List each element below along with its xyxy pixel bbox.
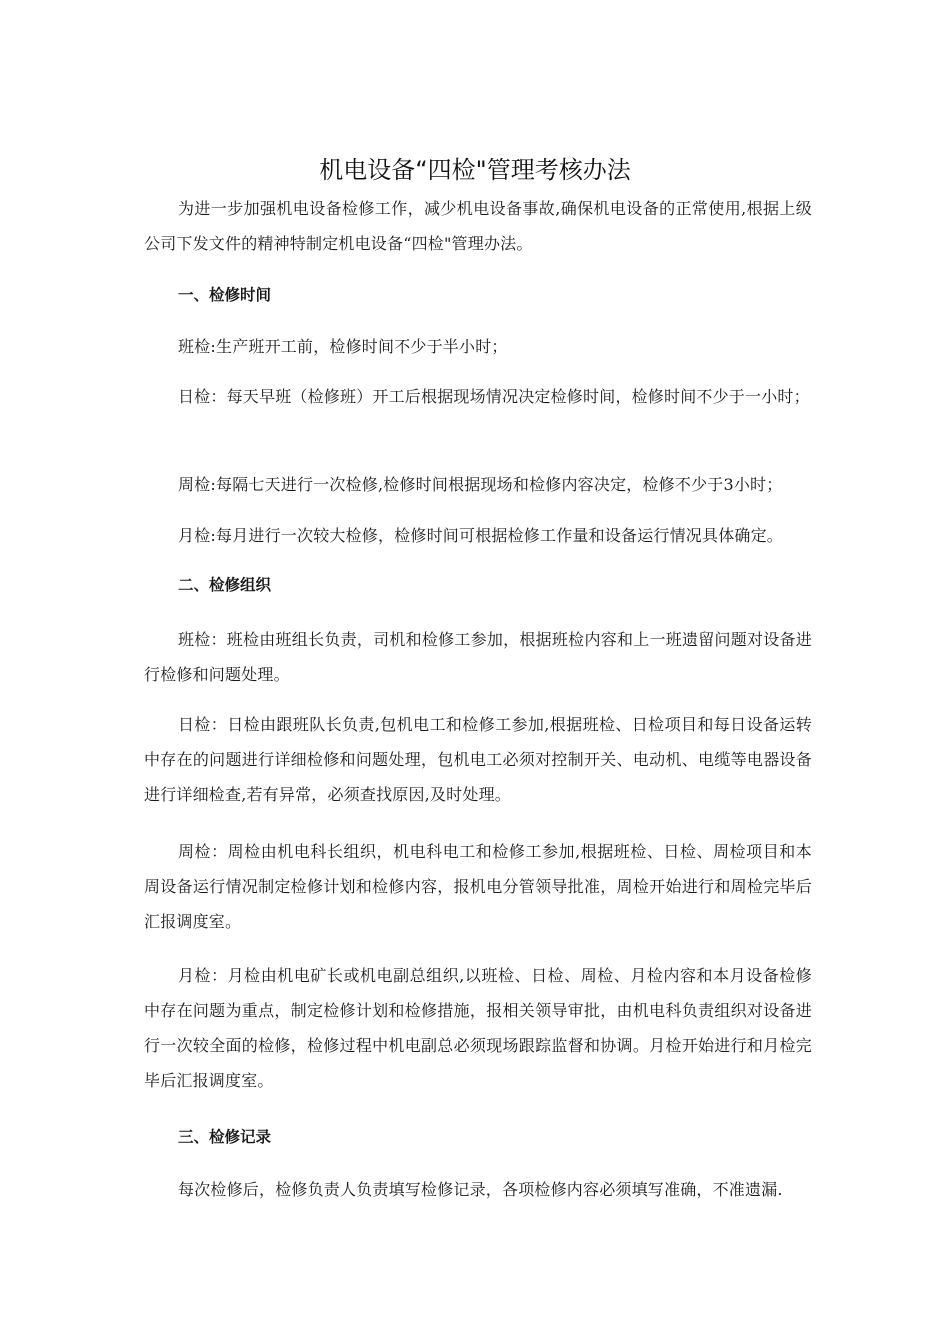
section-heading-1: 一、检修时间 <box>178 286 272 304</box>
section-2-paragraph-2: 日检：日检由跟班队长负责,包机电工和检修工参加,根据班检、日检项目和每日设备运转中存在的问题进行详细检修和问题处理，包机电工必须对控制开关、电动机、电缆等电器设备进行详细检查,若有异常，必须查找原因,及时处理。 <box>144 715 812 804</box>
section-2-paragraph-1: 班检：班检由班组长负责，司机和检修工参加，根据班检内容和上一班遗留问题对设备进行检修和问题处理。 <box>144 630 812 684</box>
section-3-paragraph-1: 每次检修后，检修负责人负责填写检修记录，各项检修内容必须填写准确，不准遗漏. <box>178 1180 783 1199</box>
section-1-paragraph-3: 周检:每隔七天进行一次检修,检修时间根据现场和检修内容决定，检修不少于3小时； <box>178 475 783 494</box>
section-1-paragraph-1: 班检:生产班开工前，检修时间不少于半小时； <box>178 337 508 356</box>
section-1-paragraph-2: 日检：每天早班（检修班）开工后根据现场情况决定检修时间，检修时间不少于一小时； <box>178 387 810 406</box>
section-1-paragraph-4: 月检:每月进行一次较大检修，检修时间可根据检修工作量和设备运行情况具体确定。 <box>178 526 783 545</box>
section-heading-2: 二、检修组织 <box>178 576 272 594</box>
section-2-paragraph-4: 月检：月检由机电矿长或机电副总组织,以班检、日检、周检、月检内容和本月设备检修中存在问题为重点，制定检修计划和检修措施，报相关领导审批，由机电科负责组织对设备进行一次较全面的检修，检修过程中机电副总必须现场跟踪监督和协调。月检开始进行和月检完毕后汇报调度室。 <box>144 966 812 1090</box>
document-title: 机电设备“四检"管理考核办法 <box>319 156 631 184</box>
intro-paragraph: 为进一步加强机电设备检修工作，减少机电设备事故,确保机电设备的正常使用,根据上级公司下发文件的精神特制定机电设备“四检"管理办法。 <box>144 199 812 253</box>
section-heading-3: 三、检修记录 <box>178 1128 272 1146</box>
section-2-paragraph-3: 周检：周检由机电科长组织，机电科电工和检修工参加,根据班检、日检、周检项目和本周设备运行情况制定检修计划和检修内容，报机电分管领导批准，周检开始进行和周检完毕后汇报调度室。 <box>144 842 812 931</box>
